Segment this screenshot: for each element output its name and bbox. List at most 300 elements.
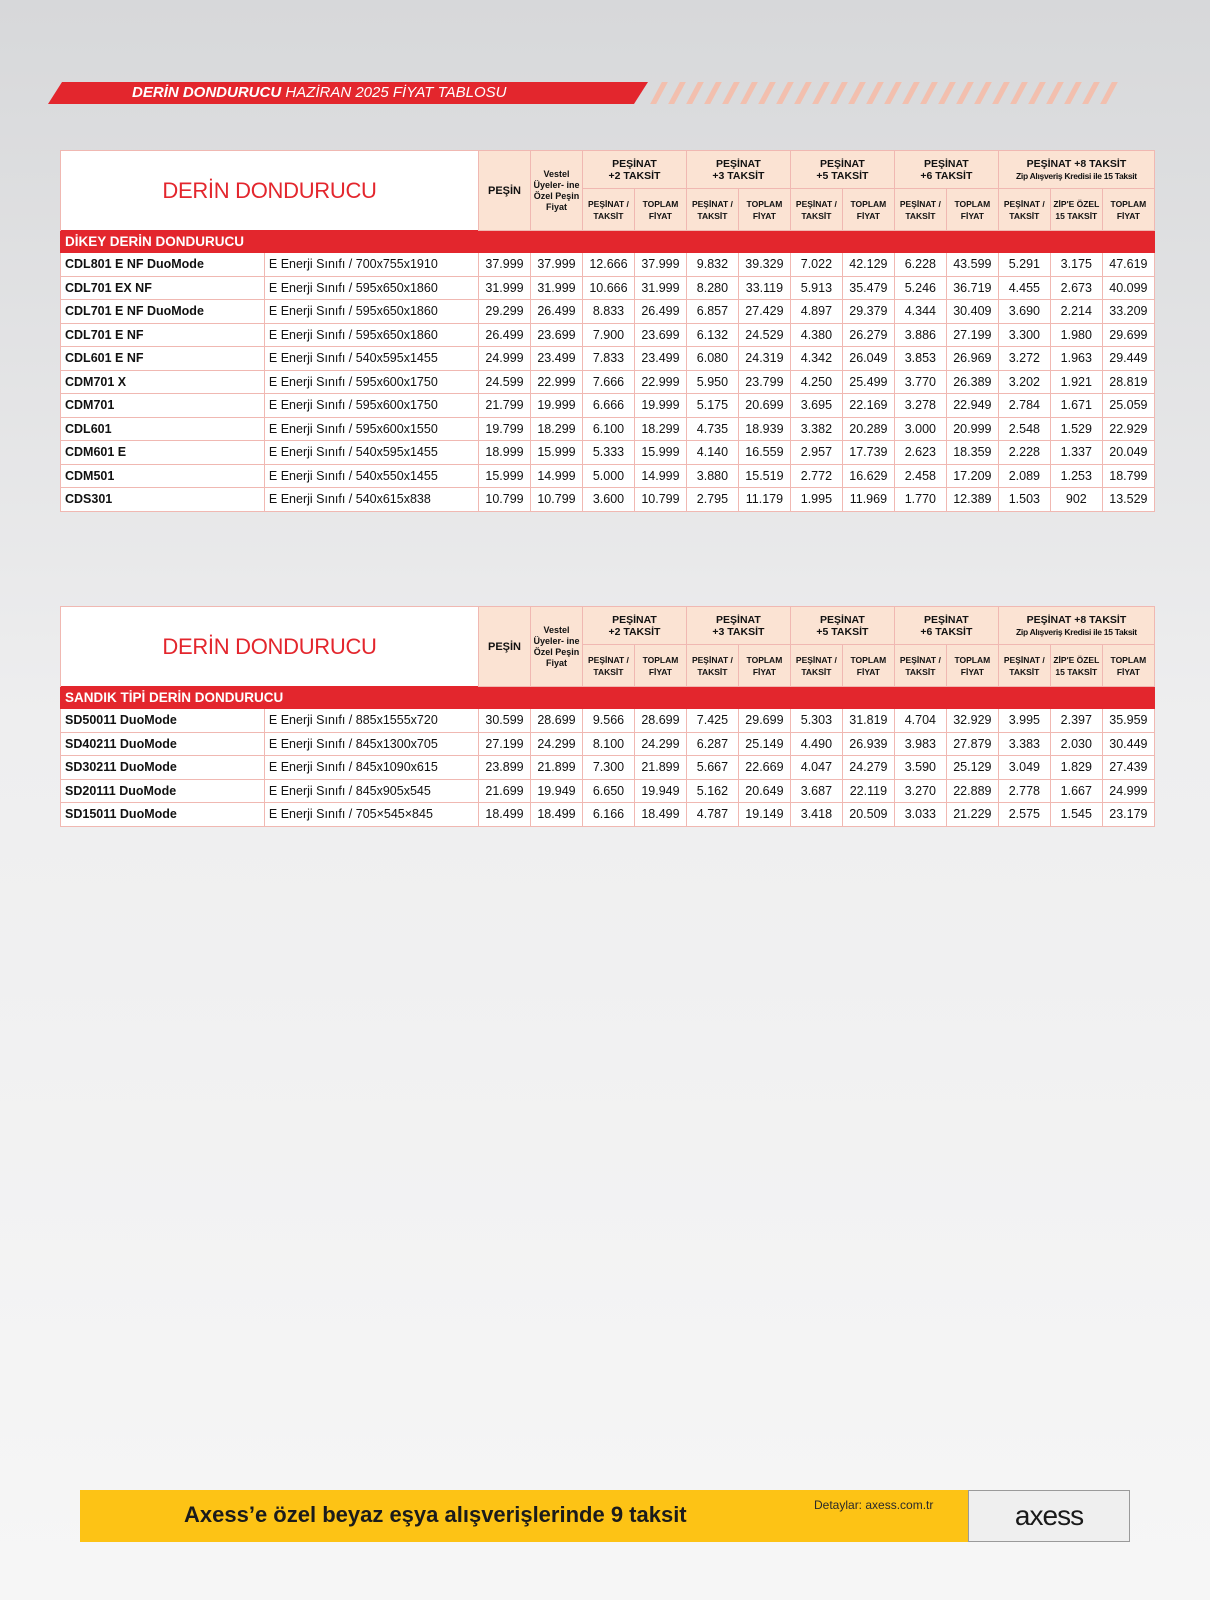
price-cell: 31.999: [634, 276, 686, 300]
price-cell: 8.833: [582, 300, 634, 324]
model-spec: E Enerji Sınıfı / 595x600x1750: [264, 394, 478, 418]
header-group-line1: PEŞİNAT: [716, 157, 761, 170]
price-cell: 17.209: [946, 464, 998, 488]
price-cell: 4.897: [790, 300, 842, 324]
header-sub-toplam: TOPLAM FİYAT: [1102, 189, 1154, 231]
price-cell: 902: [1050, 488, 1102, 512]
price-cell: 2.784: [998, 394, 1050, 418]
price-cell: 17.739: [842, 441, 894, 465]
header-group-line1: PEŞİNAT: [923, 613, 969, 626]
price-cell: 20.649: [738, 779, 790, 803]
price-cell: 23.499: [530, 347, 582, 371]
price-cell: 4.140: [686, 441, 738, 465]
header-vestel-special: Vestel Üyeler- ine Özel Peşin Fiyat: [530, 151, 582, 231]
model-name: CDL701 E NF DuoMode: [61, 300, 265, 324]
price-cell: 23.179: [1102, 803, 1154, 827]
price-cell: 12.389: [946, 488, 998, 512]
price-cell: 23.499: [634, 347, 686, 371]
price-cell: 16.559: [738, 441, 790, 465]
price-cell: 20.289: [842, 417, 894, 441]
price-cell: 3.983: [894, 732, 946, 756]
price-cell: 3.300: [998, 323, 1050, 347]
price-cell: 2.778: [998, 779, 1050, 803]
model-spec: E Enerji Sınıfı / 845x1300x705: [264, 732, 478, 756]
price-cell: 18.499: [634, 803, 686, 827]
table-row: [61, 394, 1155, 418]
header-group-line2: +6 TAKSİT: [920, 169, 973, 182]
price-cell: 19.149: [738, 803, 790, 827]
price-cell: 29.699: [738, 709, 790, 733]
header-sub-pesinat: PEŞİNAT / TAKSİT: [894, 645, 946, 687]
price-cell: 30.599: [479, 709, 531, 733]
header-group-line2: +6 TAKSİT: [920, 625, 973, 638]
header-sub-pesinat: PEŞİNAT / TAKSİT: [686, 645, 738, 687]
model-name: CDM601 E: [61, 441, 265, 465]
price-cell: 2.397: [1050, 709, 1102, 733]
price-cell: 21.699: [479, 779, 531, 803]
header-group-line1: PEŞİNAT: [820, 157, 865, 170]
price-cell: 35.479: [842, 276, 894, 300]
header-group: [790, 151, 894, 189]
header-sub-zip: ZİP'E ÖZEL 15 TAKSİT: [1050, 645, 1102, 687]
price-cell: 29.699: [1102, 323, 1154, 347]
table-row: [61, 347, 1155, 371]
price-cell: 24.599: [479, 370, 531, 394]
header-sub-pesinat: PEŞİNAT / TAKSİT: [894, 189, 946, 231]
header-sub-toplam: TOPLAM FİYAT: [738, 189, 790, 231]
model-spec: E Enerji Sınıfı / 595x650x1860: [264, 276, 478, 300]
table-row: [61, 488, 1155, 512]
price-cell: 29.449: [1102, 347, 1154, 371]
footer-yellow-panel: [80, 1490, 968, 1542]
table-row: [61, 300, 1155, 324]
price-cell: 31.999: [479, 276, 531, 300]
model-spec: E Enerji Sınıfı / 595x650x1860: [264, 323, 478, 347]
model-spec: E Enerji Sınıfı / 595x600x1750: [264, 370, 478, 394]
price-cell: 2.772: [790, 464, 842, 488]
price-cell: 5.950: [686, 370, 738, 394]
header-group: [998, 607, 1154, 645]
price-cell: 2.957: [790, 441, 842, 465]
price-cell: 5.162: [686, 779, 738, 803]
axess-logo: axess: [968, 1490, 1130, 1542]
price-cell: 32.929: [946, 709, 998, 733]
header-group-line1: PEŞİNAT: [612, 613, 657, 626]
price-cell: 23.899: [479, 756, 531, 780]
price-cell: 2.575: [998, 803, 1050, 827]
header-sub-pesinat: PEŞİNAT / TAKSİT: [686, 189, 738, 231]
table-row: [61, 803, 1155, 827]
price-cell: 26.939: [842, 732, 894, 756]
header-sub-toplam: TOPLAM FİYAT: [634, 645, 686, 687]
price-cell: 37.999: [634, 253, 686, 277]
header-sub-pesinat: PEŞİNAT / TAKSİT: [582, 189, 634, 231]
header-group-line1: PEŞİNAT: [923, 157, 969, 170]
model-name: CDM501: [61, 464, 265, 488]
price-cell: 5.913: [790, 276, 842, 300]
header-group: [686, 151, 790, 189]
price-cell: 24.999: [479, 347, 531, 371]
price-cell: 3.418: [790, 803, 842, 827]
price-cell: 2.673: [1050, 276, 1102, 300]
price-cell: 20.049: [1102, 441, 1154, 465]
price-cell: 18.299: [530, 417, 582, 441]
price-cell: 10.799: [634, 488, 686, 512]
decorative-stripes: [656, 82, 1164, 104]
header-group: [582, 607, 686, 645]
header-group-line2: +3 TAKSİT: [712, 169, 765, 182]
price-cell: 24.279: [842, 756, 894, 780]
price-cell: 31.819: [842, 709, 894, 733]
header-group-line1: PEŞİNAT: [820, 613, 865, 626]
header-group-line2: Zip Alışveriş Kredisi ile 15 Taksit: [1016, 170, 1137, 181]
price-cell: 3.995: [998, 709, 1050, 733]
price-cell: 1.963: [1050, 347, 1102, 371]
price-cell: 12.666: [582, 253, 634, 277]
table-category-title: DERİN DONDURUCU: [61, 151, 479, 231]
price-cell: 3.687: [790, 779, 842, 803]
page-banner: [48, 82, 648, 104]
price-cell: 5.246: [894, 276, 946, 300]
price-cell: 4.455: [998, 276, 1050, 300]
price-cell: 20.999: [946, 417, 998, 441]
header-sub-pesinat: PEŞİNAT / TAKSİT: [998, 189, 1050, 231]
price-cell: 21.799: [479, 394, 531, 418]
model-spec: E Enerji Sınıfı / 540x595x1455: [264, 347, 478, 371]
price-cell: 6.650: [582, 779, 634, 803]
price-cell: 28.819: [1102, 370, 1154, 394]
price-cell: 8.100: [582, 732, 634, 756]
header-group-line1: PEŞİNAT: [612, 157, 657, 170]
header-group-line1: PEŞİNAT +8 TAKSİT: [1026, 157, 1127, 170]
model-spec: E Enerji Sınıfı / 595x650x1860: [264, 300, 478, 324]
section-title: DİKEY DERİN DONDURUCU: [61, 231, 1155, 253]
price-cell: 19.999: [634, 394, 686, 418]
price-cell: 1.995: [790, 488, 842, 512]
price-cell: 7.666: [582, 370, 634, 394]
header-sub-pesinat: PEŞİNAT / TAKSİT: [582, 645, 634, 687]
footer-detail-link[interactable]: Detaylar: axess.com.tr: [814, 1498, 934, 1512]
header-group: [894, 151, 998, 189]
header-sub-pesinat: PEŞİNAT / TAKSİT: [998, 645, 1050, 687]
price-cell: 25.499: [842, 370, 894, 394]
header-sub-toplam: TOPLAM FİYAT: [946, 189, 998, 231]
price-cell: 3.033: [894, 803, 946, 827]
price-cell: 21.229: [946, 803, 998, 827]
price-cell: 42.129: [842, 253, 894, 277]
price-cell: 19.999: [530, 394, 582, 418]
price-cell: 3.270: [894, 779, 946, 803]
price-cell: 1.545: [1050, 803, 1102, 827]
price-cell: 22.929: [1102, 417, 1154, 441]
price-cell: 6.666: [582, 394, 634, 418]
price-cell: 3.770: [894, 370, 946, 394]
price-cell: 5.291: [998, 253, 1050, 277]
price-cell: 11.179: [738, 488, 790, 512]
model-name: SD15011 DuoMode: [61, 803, 265, 827]
price-cell: 3.202: [998, 370, 1050, 394]
header-sub-pesinat: PEŞİNAT / TAKSİT: [790, 189, 842, 231]
price-cell: 2.228: [998, 441, 1050, 465]
header-group: [790, 607, 894, 645]
header-pesin: PEŞİN: [479, 607, 531, 687]
price-cell: 1.253: [1050, 464, 1102, 488]
price-cell: 24.299: [530, 732, 582, 756]
price-cell: 16.629: [842, 464, 894, 488]
header-group-line1: PEŞİNAT +8 TAKSİT: [1026, 613, 1127, 626]
price-cell: 30.449: [1102, 732, 1154, 756]
footer-message: Axess’e özel beyaz eşya alışverişlerinde 9 taksit: [184, 1502, 687, 1527]
header-group: [582, 151, 686, 189]
price-table-sandik: [60, 606, 1155, 827]
price-table-dikey: [60, 150, 1155, 512]
price-cell: 22.999: [634, 370, 686, 394]
price-cell: 1.980: [1050, 323, 1102, 347]
price-cell: 4.787: [686, 803, 738, 827]
model-name: CDL601: [61, 417, 265, 441]
table-row: [61, 370, 1155, 394]
price-cell: 25.129: [946, 756, 998, 780]
model-spec: E Enerji Sınıfı / 595x600x1550: [264, 417, 478, 441]
header-group-line2: +5 TAKSİT: [816, 625, 869, 638]
price-cell: 11.969: [842, 488, 894, 512]
price-cell: 24.529: [738, 323, 790, 347]
model-spec: E Enerji Sınıfı / 540x615x838: [264, 488, 478, 512]
price-cell: 3.049: [998, 756, 1050, 780]
price-cell: 5.333: [582, 441, 634, 465]
price-cell: 22.889: [946, 779, 998, 803]
model-spec: E Enerji Sınıfı / 700x755x1910: [264, 253, 478, 277]
price-cell: 19.949: [634, 779, 686, 803]
price-cell: 10.799: [530, 488, 582, 512]
price-cell: 8.280: [686, 276, 738, 300]
price-cell: 9.832: [686, 253, 738, 277]
price-cell: 22.999: [530, 370, 582, 394]
price-cell: 3.690: [998, 300, 1050, 324]
model-name: CDL701 EX NF: [61, 276, 265, 300]
price-cell: 27.199: [479, 732, 531, 756]
price-cell: 23.799: [738, 370, 790, 394]
header-sub-zip: ZİP'E ÖZEL 15 TAKSİT: [1050, 189, 1102, 231]
section-title: SANDIK TİPİ DERİN DONDURUCU: [61, 687, 1155, 709]
price-cell: 3.853: [894, 347, 946, 371]
price-cell: 6.228: [894, 253, 946, 277]
model-spec: E Enerji Sınıfı / 845x905x545: [264, 779, 478, 803]
table-row: [61, 756, 1155, 780]
price-cell: 1.671: [1050, 394, 1102, 418]
price-cell: 20.509: [842, 803, 894, 827]
price-cell: 5.175: [686, 394, 738, 418]
price-cell: 22.119: [842, 779, 894, 803]
price-cell: 31.999: [530, 276, 582, 300]
price-cell: 3.590: [894, 756, 946, 780]
price-cell: 29.379: [842, 300, 894, 324]
price-cell: 35.959: [1102, 709, 1154, 733]
price-cell: 6.080: [686, 347, 738, 371]
price-cell: 27.429: [738, 300, 790, 324]
model-spec: E Enerji Sınıfı / 540x550x1455: [264, 464, 478, 488]
model-name: CDL601 E NF: [61, 347, 265, 371]
price-cell: 19.799: [479, 417, 531, 441]
price-cell: 13.529: [1102, 488, 1154, 512]
header-sub-toplam: TOPLAM FİYAT: [842, 645, 894, 687]
model-name: SD20111 DuoMode: [61, 779, 265, 803]
price-cell: 1.503: [998, 488, 1050, 512]
price-cell: 18.799: [1102, 464, 1154, 488]
header-sub-toplam: TOPLAM FİYAT: [738, 645, 790, 687]
table-category-title: DERİN DONDURUCU: [61, 607, 479, 687]
header-sub-pesinat: PEŞİNAT / TAKSİT: [790, 645, 842, 687]
price-cell: 2.548: [998, 417, 1050, 441]
price-cell: 24.319: [738, 347, 790, 371]
table-row: [61, 464, 1155, 488]
price-cell: 2.089: [998, 464, 1050, 488]
price-cell: 25.149: [738, 732, 790, 756]
price-cell: 3.383: [998, 732, 1050, 756]
header-group-line2: +5 TAKSİT: [816, 169, 869, 182]
price-cell: 3.600: [582, 488, 634, 512]
price-cell: 1.829: [1050, 756, 1102, 780]
model-name: CDL701 E NF: [61, 323, 265, 347]
price-cell: 3.382: [790, 417, 842, 441]
price-cell: 2.458: [894, 464, 946, 488]
price-cell: 27.879: [946, 732, 998, 756]
price-cell: 6.132: [686, 323, 738, 347]
price-cell: 22.949: [946, 394, 998, 418]
price-cell: 47.619: [1102, 253, 1154, 277]
price-cell: 18.499: [530, 803, 582, 827]
price-cell: 5.000: [582, 464, 634, 488]
price-cell: 24.999: [1102, 779, 1154, 803]
price-cell: 37.999: [530, 253, 582, 277]
price-cell: 21.899: [530, 756, 582, 780]
price-cell: 43.599: [946, 253, 998, 277]
model-name: SD40211 DuoMode: [61, 732, 265, 756]
header-group-line2: +3 TAKSİT: [712, 625, 765, 638]
price-cell: 28.699: [530, 709, 582, 733]
price-cell: 21.899: [634, 756, 686, 780]
model-name: SD50011 DuoMode: [61, 709, 265, 733]
price-cell: 33.209: [1102, 300, 1154, 324]
price-cell: 4.735: [686, 417, 738, 441]
price-cell: 1.529: [1050, 417, 1102, 441]
header-group-line2: Zip Alışveriş Kredisi ile 15 Taksit: [1016, 626, 1137, 637]
price-cell: 2.795: [686, 488, 738, 512]
model-name: CDL801 E NF DuoMode: [61, 253, 265, 277]
price-cell: 26.389: [946, 370, 998, 394]
price-cell: 15.999: [479, 464, 531, 488]
price-cell: 3.000: [894, 417, 946, 441]
price-cell: 26.499: [479, 323, 531, 347]
header-pesin: PEŞİN: [479, 151, 531, 231]
price-cell: 18.499: [479, 803, 531, 827]
table-row: [61, 709, 1155, 733]
model-spec: E Enerji Sınıfı / 885x1555x720: [264, 709, 478, 733]
price-cell: 4.250: [790, 370, 842, 394]
header-vestel-special: Vestel Üyeler- ine Özel Peşin Fiyat: [530, 607, 582, 687]
model-spec: E Enerji Sınıfı / 845x1090x615: [264, 756, 478, 780]
price-cell: 26.499: [530, 300, 582, 324]
price-cell: 7.022: [790, 253, 842, 277]
table-row: [61, 779, 1155, 803]
header-sub-toplam: TOPLAM FİYAT: [842, 189, 894, 231]
header-group-line2: +2 TAKSİT: [608, 169, 661, 182]
price-cell: 18.939: [738, 417, 790, 441]
model-name: CDM701: [61, 394, 265, 418]
table-row: [61, 417, 1155, 441]
table-row: [61, 253, 1155, 277]
price-cell: 9.566: [582, 709, 634, 733]
price-cell: 6.287: [686, 732, 738, 756]
banner-title: DERİN DONDURUCU HAZİRAN 2025 FİYAT TABLOSU: [132, 84, 507, 101]
table-row: [61, 732, 1155, 756]
price-cell: 3.880: [686, 464, 738, 488]
model-name: CDS301: [61, 488, 265, 512]
price-cell: 10.666: [582, 276, 634, 300]
price-cell: 14.999: [634, 464, 686, 488]
price-cell: 27.439: [1102, 756, 1154, 780]
table-row: [61, 441, 1155, 465]
price-cell: 4.342: [790, 347, 842, 371]
header-group: [894, 607, 998, 645]
price-cell: 23.699: [530, 323, 582, 347]
price-cell: 29.299: [479, 300, 531, 324]
price-cell: 19.949: [530, 779, 582, 803]
price-cell: 4.704: [894, 709, 946, 733]
price-cell: 4.344: [894, 300, 946, 324]
price-cell: 25.059: [1102, 394, 1154, 418]
price-cell: 30.409: [946, 300, 998, 324]
price-cell: 18.999: [479, 441, 531, 465]
price-cell: 27.199: [946, 323, 998, 347]
header-sub-toplam: TOPLAM FİYAT: [1102, 645, 1154, 687]
price-cell: 4.380: [790, 323, 842, 347]
price-cell: 7.833: [582, 347, 634, 371]
price-cell: 1.337: [1050, 441, 1102, 465]
price-cell: 39.329: [738, 253, 790, 277]
price-cell: 36.719: [946, 276, 998, 300]
price-cell: 23.699: [634, 323, 686, 347]
price-cell: 1.770: [894, 488, 946, 512]
price-cell: 26.049: [842, 347, 894, 371]
header-group: [998, 151, 1154, 189]
price-cell: 6.100: [582, 417, 634, 441]
price-cell: 26.279: [842, 323, 894, 347]
price-cell: 18.359: [946, 441, 998, 465]
price-cell: 3.886: [894, 323, 946, 347]
footer-banner: [80, 1490, 1130, 1542]
price-cell: 37.999: [479, 253, 531, 277]
price-cell: 26.499: [634, 300, 686, 324]
table-row: [61, 323, 1155, 347]
price-cell: 1.667: [1050, 779, 1102, 803]
price-cell: 3.695: [790, 394, 842, 418]
model-spec: E Enerji Sınıfı / 540x595x1455: [264, 441, 478, 465]
price-cell: 7.300: [582, 756, 634, 780]
model-name: SD30211 DuoMode: [61, 756, 265, 780]
price-cell: 18.299: [634, 417, 686, 441]
price-cell: 4.490: [790, 732, 842, 756]
price-cell: 2.623: [894, 441, 946, 465]
price-cell: 28.699: [634, 709, 686, 733]
price-cell: 3.278: [894, 394, 946, 418]
price-cell: 14.999: [530, 464, 582, 488]
price-cell: 15.999: [634, 441, 686, 465]
header-sub-toplam: TOPLAM FİYAT: [946, 645, 998, 687]
price-cell: 4.047: [790, 756, 842, 780]
model-name: CDM701 X: [61, 370, 265, 394]
price-cell: 15.999: [530, 441, 582, 465]
